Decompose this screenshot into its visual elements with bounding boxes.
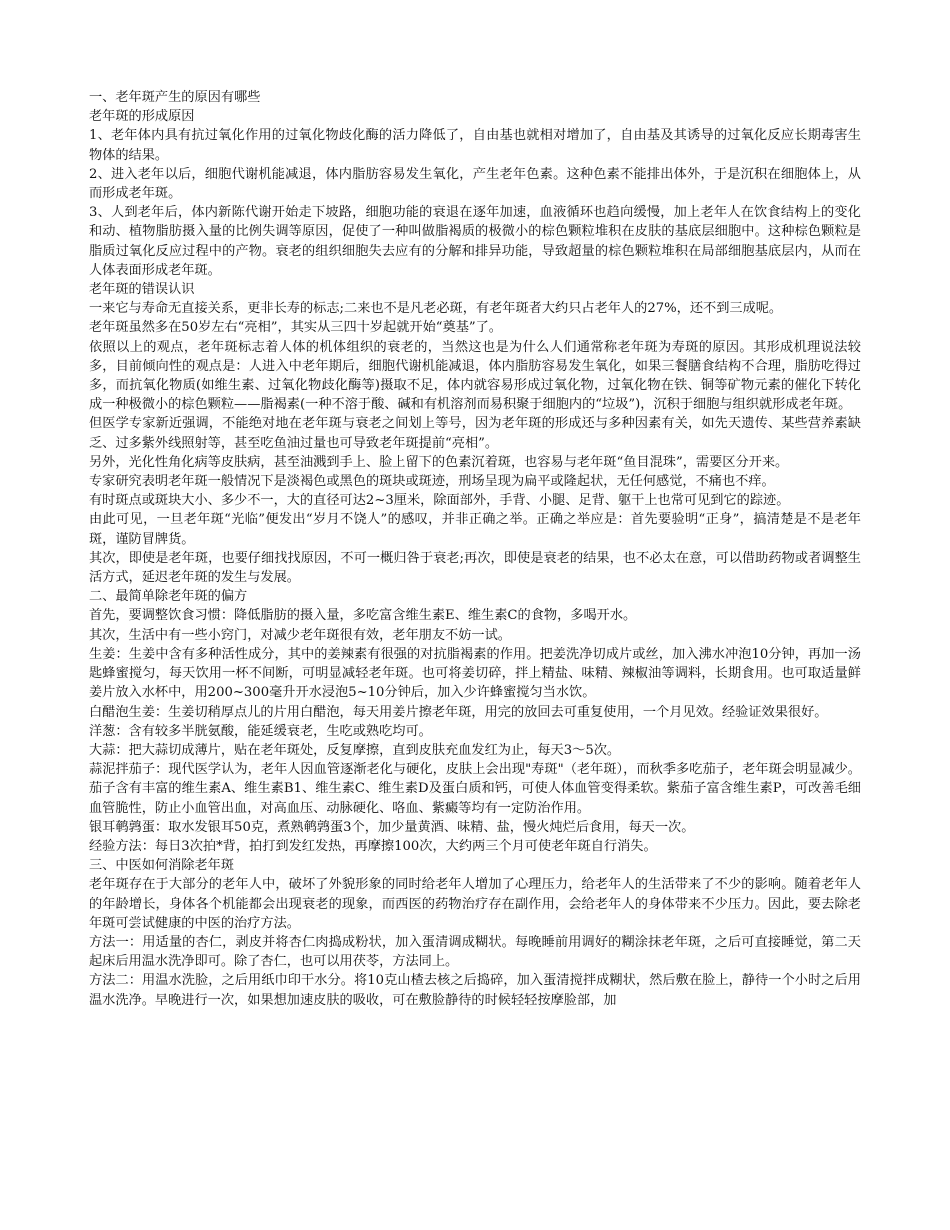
paragraph: 银耳鹌鹑蛋：取水发银耳50克，煮熟鹌鹑蛋3个，加少量黄酒、味精、盐，慢火炖烂后食用，每天一次。 (89, 819, 695, 835)
paragraph: 有时斑点或斑块大小、多少不一，大的直径可达2~3厘米，除面部外，手背、小腿、足背、躯干上也常可见到它的踪迹。 (89, 493, 790, 509)
section-heading: 一、老年斑产生的原因有哪些 (89, 90, 261, 105)
paragraph: 方法二：用温水洗脸，之后用纸巾印干水分。将10克山楂去核之后捣碎，加入蛋清搅拌成糊状，然后敷在脸上，静待一个小时之后用温水洗净。早晚进行一次，如果想加速皮肤的吸收，可在敷脸静待的时候轻轻按摩脸部，加 (89, 973, 861, 1008)
paragraph: 洋葱：含有较多半胱氨酸，能延缓衰老，生吃或熟吃均可。 (89, 723, 432, 739)
paragraph: 蒜泥拌茄子：现代医学认为，老年人因血管逐渐老化与硬化，皮肤上会出现"寿斑"（老年斑），而秋季多吃茄子，老年斑会明显减少。茄子含有丰富的维生素A、维生素B1、维生素C、维生素D及蛋白质和钙，可使人体血管变得柔软。紫茄子富含维生素P，可改善毛细血管脆性，防止小血管出血，对高血压、动脉硬化、咯血、紫癜等均有一定防治作用。 (89, 762, 861, 816)
paragraph: 老年斑存在于大部分的老年人中，破坏了外貌形象的同时给老年人增加了心理压力，给老年人的生活带来了不少的影响。随着老年人的年龄增长，身体各个机能都会出现衰老的现象，而西医的药物治疗存在副作用，会给老年人的身体带来不少压力。因此，要去除老年斑可尝试健康的中医的治疗方法。 (89, 877, 861, 931)
paragraph: 依照以上的观点，老年斑标志着人体的机体组织的衰老的，当然这也是为什么人们通常称老年斑为寿斑的原因。其形成机理说法较多，目前倾向性的观点是：人进入中老年期后，细胞代谢机能减退，体内脂肪容易发生氧化，如果三餐膳食结构不合理，脂肪吃得过多，而抗氧化物质(如维生素、过氧化物歧化酶等)摄取不足，体内就容易形成过氧化物，过氧化物在铁、铜等矿物元素的催化下转化成一种极微小的棕色颗粒——脂褐素(一种不溶于酸、碱和有机溶剂而易积聚于细胞内的“垃圾”)，沉积于细胞与组织就形成老年斑。 (89, 339, 861, 413)
paragraph: 老年斑虽然多在50岁左右“亮相”，其实从三四十岁起就开始“奠基”了。 (89, 320, 502, 336)
paragraph: 白醋泡生姜：生姜切稍厚点儿的片用白醋泡，每天用姜片擦老年斑，用完的放回去可重复使用，一个月见效。经验证效果很好。 (89, 704, 828, 720)
paragraph: 经验方法：每日3次拍*背，拍打到发红发热，再摩擦100次，大约两三个月可使老年斑自行消失。 (89, 838, 657, 854)
paragraph: 首先，要调整饮食习惯：降低脂肪的摄入量，多吃富含维生素E、维生素C的食物，多喝开水。 (89, 608, 637, 624)
paragraph: 另外，光化性角化病等皮肤病，甚至油溅到手上、脸上留下的色素沉着斑，也容易与老年斑“鱼目混珠”，需要区分开来。 (89, 454, 789, 470)
section-heading: 三、中医如何消除老年斑 (89, 858, 235, 874)
subheading: 老年斑的形成原因 (89, 109, 195, 125)
paragraph: 1、老年体内具有抗过氧化作用的过氧化物歧化酶的活力降低了，自由基也就相对增加了，自由基及其诱导的过氧化反应长期毒害生物体的结果。 (89, 128, 861, 163)
paragraph: 一来它与寿命无直接关系，更非长寿的标志;二来也不是凡老必斑，有老年斑者大约只占老年人的27%，还不到三成呢。 (89, 301, 783, 317)
paragraph: 其次，生活中有一些小窍门，对减少老年斑很有效，老年朋友不妨一试。 (89, 627, 511, 643)
paragraph: 专家研究表明老年斑一般情况下是淡褐色或黑色的斑块或斑迹，刑场呈现为扁平或隆起状，无任何感觉，不痛也不痒。 (89, 474, 775, 490)
subheading: 老年斑的错误认识 (89, 282, 195, 298)
paragraph: 3、人到老年后，体内新陈代谢开始走下坡路，细胞功能的衰退在逐年加速，血液循环也趋向缓慢，加上老年人在饮食结构上的变化和动、植物脂肪摄入量的比例失调等原因，促使了一种叫做脂褐质的极微小的棕色颗粒堆积在皮肤的基底层细胞中。这种棕色颗粒是脂质过氧化反应过程中的产物。衰老的组织细胞失去应有的分解和排异功能，导致超量的棕色颗粒堆积在局部细胞基底层内，从而在人体表面形成老年斑。 (89, 205, 861, 278)
paragraph: 2、进入老年以后，细胞代谢机能减退，体内脂肪容易发生氧化，产生老年色素。这种色素不能排出体外，于是沉积在细胞体上，从而形成老年斑。 (89, 166, 861, 202)
paragraph: 大蒜：把大蒜切成薄片，贴在老年斑处，反复摩擦，直到皮肤充血发红为止，每天3～5次。 (89, 742, 621, 758)
paragraph: 由此可见，一旦老年斑“光临”便发出“岁月不饶人”的感叹，并非正确之举。正确之举应是：首先要验明“正身”，搞清楚是不是老年斑，谨防冒牌货。 (89, 512, 861, 547)
paragraph: 生姜：生姜中含有多种活性成分，其中的姜辣素有很强的对抗脂褐素的作用。把姜洗净切成片或丝，加入沸水冲泡10分钟，再加一汤匙蜂蜜搅匀，每天饮用一杯不间断，可明显减轻老年斑。也可将姜切碎，拌上精盐、味精、辣椒油等调料，长期食用。也可取适量鲜姜片放入水杯中，用200~300毫升开水浸泡5~10分钟后，加入少许蜂蜜搅匀当水饮。 (89, 646, 861, 701)
paragraph: 但医学专家新近强调，不能绝对地在老年斑与衰老之间划上等号，因为老年斑的形成还与多种因素有关，如先天遗传、某些营养素缺乏、过多紫外线照射等，甚至吃鱼油过量也可导致老年斑提前“亮相”。 (89, 416, 861, 451)
paragraph: 方法一：用适量的杏仁，剥皮并将杏仁肉捣成粉状，加入蛋清调成糊状。每晚睡前用调好的糊涂抹老年斑，之后可直接睡觉，第二天起床后用温水洗净即可。除了杏仁，也可以用茯苓，方法同上。 (89, 934, 861, 970)
paragraph: 其次，即使是老年斑，也要仔细找找原因，不可一概归咎于衰老;再次，即使是衰老的结果，也不必太在意，可以借助药物或者调整生活方式，延迟老年斑的发生与发展。 (89, 550, 861, 586)
section-heading: 二、最简单除老年斑的偏方 (89, 589, 248, 605)
document-body (89, 88, 861, 1010)
